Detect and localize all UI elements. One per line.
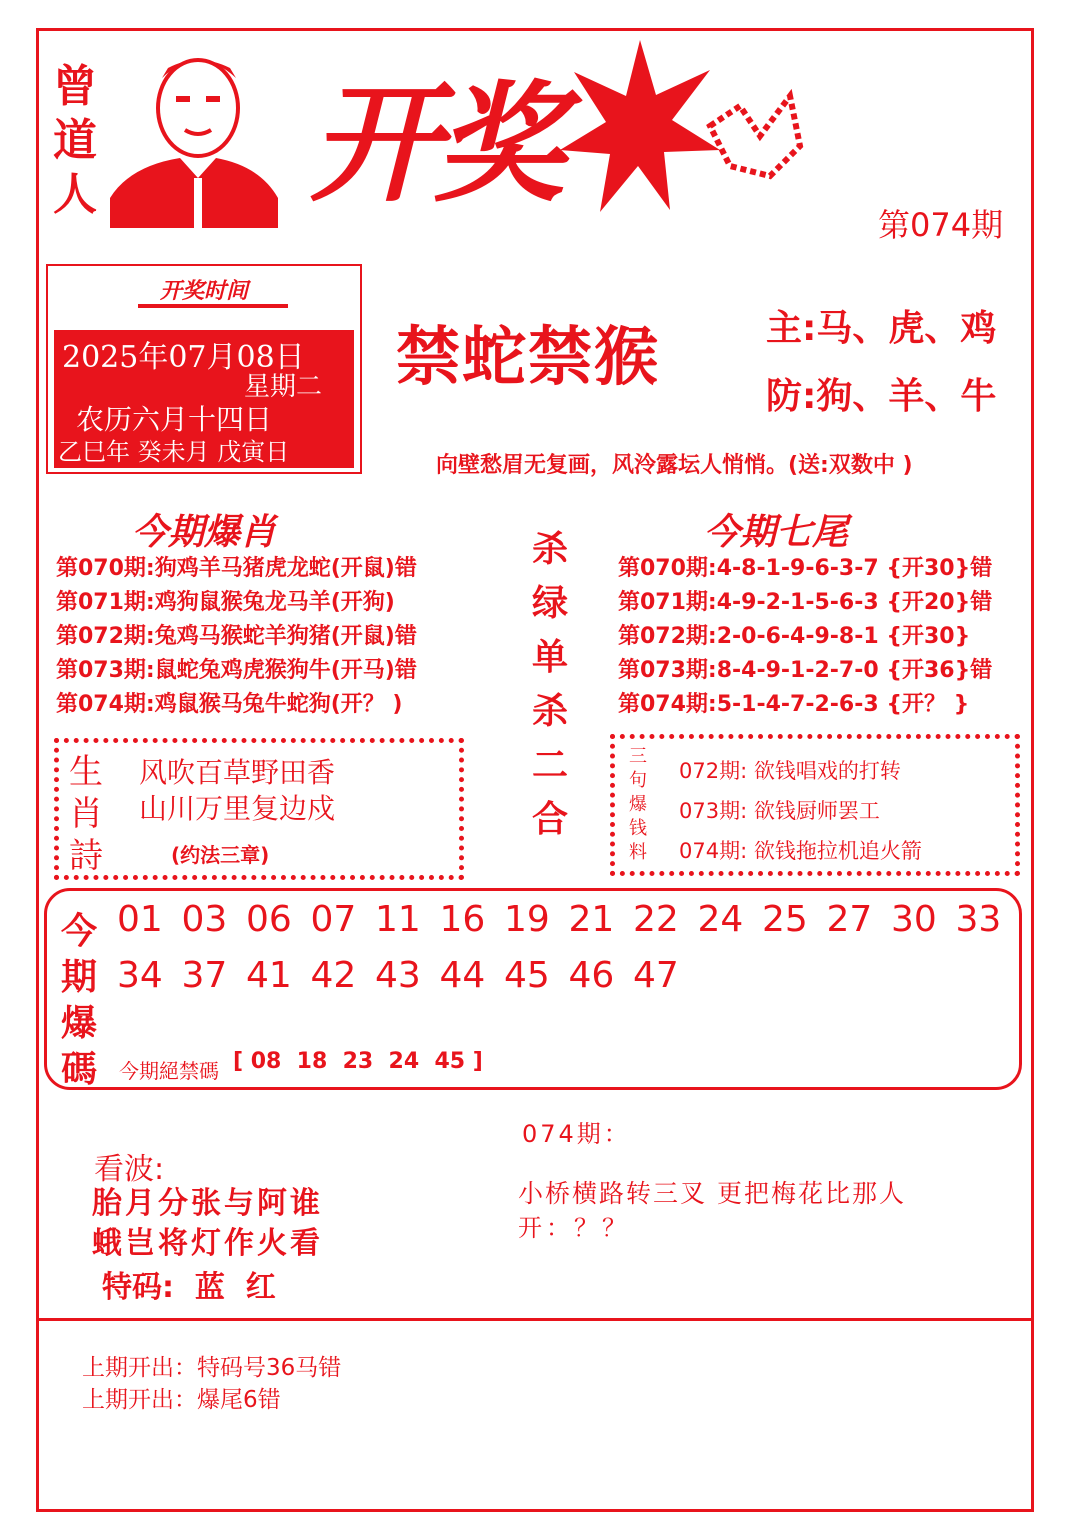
kill-char: 合: [531, 798, 568, 840]
banned-label: 今期絕禁碼: [119, 1059, 219, 1083]
last-result-line: 上期开出：特码号36马错: [82, 1355, 342, 1381]
draw-time-title: 开奖时间: [159, 278, 248, 304]
money-clue-line: 072期: 欲钱唱戏的打转: [679, 759, 901, 783]
label-char: 今: [61, 911, 98, 952]
label-char: 肖: [69, 794, 103, 834]
kanbo-line: 蛾岂将灯作火看: [92, 1226, 323, 1261]
label-char: 期: [61, 957, 98, 998]
hot-number: 46: [568, 955, 615, 996]
label-char: 碼: [61, 1049, 98, 1090]
hot-numbers-panel: [44, 888, 1022, 1090]
issue-number: 第074期: [878, 206, 1004, 244]
hot-numbers-label: [61, 909, 97, 1093]
draw-time-box: [46, 264, 362, 474]
zodiac-section-title: 今期爆肖: [132, 511, 277, 553]
hot-number: 47: [633, 955, 679, 996]
zodiac-poem-label: [69, 751, 103, 877]
kill-char: 单: [531, 636, 568, 678]
last-result-line: 上期开出：爆尾6错: [82, 1387, 281, 1413]
last-results: [82, 1352, 341, 1416]
hot-number: 24: [697, 899, 744, 940]
kanbo-special: 特码: 蓝 红: [102, 1270, 276, 1305]
zodiac-record: 第070期:狗鸡羊马猪虎龙蛇(开鼠)错: [56, 556, 417, 581]
hot-number: 44: [439, 955, 486, 996]
kill-char: 杀: [531, 528, 568, 570]
label-char: 爆: [61, 1003, 98, 1044]
kill-char: 杀: [531, 690, 568, 732]
hot-number: 25: [762, 899, 808, 940]
draw-ganzhi: 乙巳年 癸未月 戊寅日: [58, 438, 290, 466]
hot-number: 07: [310, 899, 357, 940]
zodiac-poem-lines: [139, 755, 335, 827]
hot-number: 30: [891, 899, 937, 940]
riddle-title: 074期：: [522, 1120, 631, 1148]
money-clue-line: 073期: 欲钱厨师罢工: [679, 799, 880, 823]
money-clue-box: [610, 734, 1020, 876]
zodiac-record: 第073期:鼠蛇兔鸡虎猴狗牛(开马)错: [56, 658, 417, 683]
zodiac-record: 第072期:兔鸡马猴蛇羊狗猪(开鼠)错: [56, 624, 417, 649]
zodiac-record: 第071期:鸡狗鼠猴兔龙马羊(开狗): [56, 590, 395, 615]
headline: 禁蛇禁猴: [396, 320, 660, 395]
draw-lunar: 农历六月十四日: [76, 403, 273, 436]
author-name: [50, 60, 100, 222]
zodiac-poem-note: (约法三章): [171, 843, 270, 867]
hot-number: 06: [246, 899, 292, 940]
riddle-text: 小桥横路转三叉 更把梅花比那人: [518, 1179, 906, 1208]
draw-time-roof: [138, 304, 288, 308]
money-clue-label: [629, 745, 647, 865]
draw-weekday: 星期二: [244, 372, 323, 402]
hot-number: 41: [246, 955, 292, 996]
hot-number: 01: [117, 899, 163, 940]
author-char: 人: [53, 169, 97, 220]
label-char: 生: [69, 752, 103, 792]
label-char: 三: [629, 746, 647, 767]
banned-numbers: [ 08 18 23 24 45 ]: [233, 1049, 483, 1074]
poem-line-text: 风吹百草野田香: [139, 756, 336, 789]
author-char: 曾: [53, 61, 97, 112]
portrait-icon: [110, 38, 280, 228]
hot-numbers-grid: [117, 899, 1017, 1019]
hot-number: 45: [504, 955, 550, 996]
hot-number: 37: [181, 955, 228, 996]
label-char: 詩: [69, 836, 103, 876]
tail-section-title: 今期七尾: [704, 511, 849, 553]
zodiac-poem-box: [54, 738, 464, 880]
tail-record: 第071期:4-9-2-1-5-6-3 {开20}错: [618, 590, 993, 615]
kill-char: 绿: [531, 582, 568, 624]
tail-records: [618, 552, 992, 722]
footer-divider: [36, 1318, 1034, 1321]
starburst-icon: [560, 40, 720, 220]
label-char: 钱: [629, 818, 647, 839]
hot-number: 22: [633, 899, 679, 940]
money-clue-line: 074期: 欲钱拖拉机追火箭: [679, 839, 922, 863]
hot-number: 33: [955, 899, 1002, 940]
hot-number: 27: [826, 899, 873, 940]
hot-number: 03: [181, 899, 228, 940]
poem-line: 向壁愁眉无复画，风泠露坛人悄悄。(送:双数中 ): [436, 453, 913, 478]
label-char: 料: [629, 842, 647, 863]
draw-time-panel: [54, 330, 354, 468]
hot-number: 11: [375, 899, 421, 940]
author-char: 道: [53, 115, 97, 166]
zodiac-records: [56, 552, 417, 722]
hot-number: 43: [375, 955, 421, 996]
kanbo-line: 胎月分张与阿谁: [92, 1186, 323, 1221]
zodiac-record: 第074期:鸡鼠猴马兔牛蛇狗(开？ ): [56, 692, 403, 717]
kanbo-title: 看波:: [94, 1152, 165, 1187]
tail-record: 第070期:4-8-1-9-6-3-7 {开30}错: [618, 556, 993, 581]
hot-number: 42: [310, 955, 357, 996]
poem-line-text: 山川万里复边戍: [139, 792, 336, 825]
riddle-answer: 开：？？: [518, 1214, 630, 1242]
main-picks: 主:马、虎、鸡: [766, 308, 997, 349]
hot-number: 34: [117, 955, 163, 996]
tail-record: 第074期:5-1-4-7-2-6-3 {开？ }: [618, 692, 970, 717]
hot-number: 16: [439, 899, 486, 940]
hot-number: 19: [504, 899, 550, 940]
defend-picks: 防:狗、羊、牛: [766, 376, 997, 417]
kill-char: 二: [531, 744, 568, 786]
draw-date: 2025年07月08日: [62, 340, 305, 375]
kanbo-lines: [92, 1184, 323, 1264]
tail-record: 第073期:8-4-9-1-2-7-0 {开36}错: [618, 658, 993, 683]
label-char: 句: [629, 770, 647, 791]
hot-number: 21: [568, 899, 615, 940]
decoration-icon: [700, 86, 810, 196]
brand-title: 开奖: [310, 67, 559, 220]
money-clue-lines: [679, 751, 922, 871]
tail-record: 第072期:2-0-6-4-9-8-1 {开30}: [618, 624, 971, 649]
label-char: 爆: [629, 794, 647, 815]
kill-vertical-text: [528, 522, 572, 846]
